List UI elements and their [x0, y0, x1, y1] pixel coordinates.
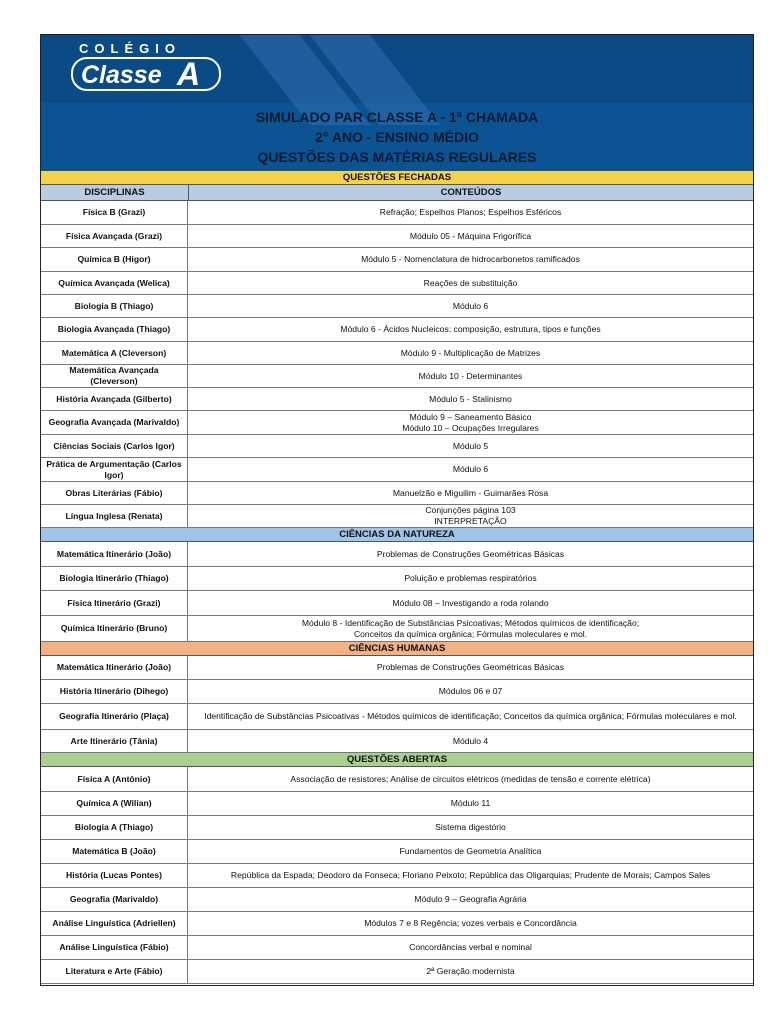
content-cell: Módulo 4 — [452, 735, 489, 746]
discipline-cell: Geografia Itinerário (Plaça) — [41, 704, 188, 729]
discipline-cell: Obras Literárias (Fábio) — [41, 482, 188, 504]
section-header: CIÊNCIAS DA NATUREZA — [41, 528, 753, 542]
discipline-cell: Geografia Avançada (Marivaldo) — [41, 411, 188, 434]
discipline-cell: Biologia B (Thiago) — [41, 295, 188, 317]
discipline-cell: Análise Linguística (Fábio) — [41, 936, 188, 959]
discipline-cell: Arte Itinerário (Tânia) — [41, 730, 188, 752]
content-cell: Refração; Espelhos Planos; Espelhos Esféricos — [379, 207, 562, 217]
content-cell: Módulo 5 — [452, 440, 489, 451]
discipline-cell: Química Itinerário (Bruno) — [41, 616, 188, 641]
table-row — [41, 482, 753, 505]
table-row — [41, 295, 753, 318]
discipline-cell: Física Avançada (Grazi) — [41, 225, 188, 247]
table-row — [41, 435, 753, 458]
discipline-cell: História Avançada (Gilberto) — [41, 388, 188, 410]
content-cell: 2ª Geração modernista — [426, 966, 515, 976]
header-banner — [41, 35, 753, 171]
content-cell: Sistema digestório — [435, 822, 506, 832]
table-row — [41, 936, 753, 960]
content-cell: Problemas de Construções Geométricas Básicas — [376, 662, 565, 672]
table-row — [41, 505, 753, 528]
table-row — [41, 960, 753, 984]
page-heading: QUESTÕES DAS MATÉRIAS REGULARES — [257, 149, 537, 165]
table-row — [41, 816, 753, 840]
content-cell: Módulo 10 - Determinantes — [418, 370, 523, 381]
discipline-cell: Matemática Itinerário (João) — [41, 656, 188, 679]
content-table — [41, 171, 753, 984]
content-cell: Identificação de Substâncias Psicoativas - Métodos químicos de identificação; Conceitos da química orgânica; Fórmulas moleculares e mol. — [204, 711, 737, 721]
table-row — [41, 730, 753, 753]
content-cell: Módulos 06 e 07 — [438, 686, 503, 696]
table-row — [41, 792, 753, 816]
table-row — [41, 272, 753, 295]
content-cell: Manuelzão e Miguilim - Guimarães Rosa — [392, 487, 549, 498]
section-header: QUESTÕES FECHADAS — [41, 171, 753, 185]
table-row — [41, 616, 753, 642]
table-row — [41, 318, 753, 342]
column-header-row — [41, 185, 753, 201]
section-header: CIÊNCIAS HUMANAS — [41, 642, 753, 656]
table-row — [41, 225, 753, 248]
table-row — [41, 912, 753, 936]
content-cell: Módulo 11 — [450, 798, 491, 808]
discipline-cell: Ciências Sociais (Carlos Igor) — [41, 435, 188, 457]
discipline-cell: História (Lucas Pontes) — [41, 864, 188, 887]
table-row — [41, 542, 753, 567]
content-cell: Módulo 9 – Geografia Agrária — [414, 894, 527, 904]
discipline-cell: Biologia A (Thiago) — [41, 816, 188, 839]
section-header: QUESTÕES ABERTAS — [41, 753, 753, 767]
content-cell: Módulo 9 – Saneamento Básico Módulo 10 – Ocupações Irregulares — [402, 411, 539, 433]
table-row — [41, 680, 753, 704]
table-row — [41, 388, 753, 411]
table-row — [41, 840, 753, 864]
discipline-cell: Biologia Avançada (Thiago) — [41, 318, 188, 341]
table-row — [41, 656, 753, 680]
discipline-cell: Química Avançada (Welica) — [41, 272, 188, 294]
table-row — [41, 864, 753, 888]
page-title: SIMULADO PAR CLASSE A - 1ª CHAMADA — [255, 109, 539, 125]
content-cell: Conjunções página 103 INTERPRETAÇÃO — [425, 505, 516, 526]
table-row — [41, 767, 753, 792]
table-row — [41, 365, 753, 388]
table-row — [41, 342, 753, 365]
table-row — [41, 458, 753, 482]
discipline-cell: Prática de Argumentação (Carlos Igor) — [41, 458, 188, 481]
table-row — [41, 201, 753, 225]
logo-caption: COLÉGIO — [79, 41, 181, 56]
content-cell: Módulo 08 – Investigando a roda rolando — [392, 597, 549, 608]
discipline-cell: Análise Linguística (Adriellen) — [41, 912, 188, 935]
content-cell: Módulo 8 - Identificação de Substâncias Psicoativas; Métodos químicos de identificação; Conceitos da química orgânica; Fórmulas moleculares e mol. — [301, 617, 640, 639]
content-cell: Módulo 6 — [452, 300, 489, 311]
discipline-cell: Física B (Grazi) — [41, 201, 188, 224]
discipline-cell: Física A (Antônio) — [41, 767, 188, 791]
content-cell: Problemas de Construções Geométricas Básicas — [376, 548, 565, 559]
content-cell: Módulo 05 - Máquina Frigorífica — [409, 230, 532, 241]
discipline-cell: Física Itinerário (Grazi) — [41, 591, 188, 615]
content-cell: Fundamentos de Geometria Analítica — [399, 846, 542, 856]
content-cell: Módulo 5 - Nomenclatura de hidrocarbonetos ramificados — [361, 254, 580, 264]
content-cell: Módulo 6 — [452, 464, 489, 474]
document-sheet — [40, 34, 754, 986]
content-cell: Módulos 7 e 8 Regência; vozes verbais e Concordância — [364, 918, 577, 928]
discipline-cell: Matemática Itinerário (João) — [41, 542, 188, 566]
table-row — [41, 704, 753, 730]
content-cell: Concordâncias verbal e nominal — [409, 942, 532, 952]
table-row — [41, 567, 753, 591]
discipline-cell: Biologia Itinerário (Thiago) — [41, 567, 188, 590]
table-row — [41, 248, 753, 272]
discipline-cell: Matemática Avançada (Cleverson) — [41, 365, 188, 387]
content-cell: Módulo 6 - Ácidos Nucleicos: composição, estrutura, tipos e funções — [340, 324, 601, 334]
content-cell: Módulo 9 - Multiplicação de Matrizes — [400, 347, 541, 358]
discipline-cell: Língua Inglesa (Renata) — [41, 505, 188, 527]
content-cell: Módulo 5 - Stalinismo — [429, 393, 512, 404]
discipline-cell: Química A (Wilian) — [41, 792, 188, 815]
page-subtitle: 2° ANO - ENSINO MÉDIO — [315, 129, 479, 145]
table-row — [41, 411, 753, 435]
column-header-conteudos: CONTEÚDOS — [440, 187, 502, 198]
school-logo — [71, 57, 221, 91]
logo-letter: A — [177, 56, 201, 92]
discipline-cell: Matemática B (João) — [41, 840, 188, 863]
logo-word: Classe — [81, 61, 162, 89]
content-cell: República da Espada; Deodoro da Fonseca; Floriano Peixoto; República das Oligarquias; Prudente de Morais; Campos Sales — [230, 870, 711, 880]
discipline-cell: Literatura e Arte (Fábio) — [41, 960, 188, 983]
column-header-disciplinas: DISCIPLINAS — [41, 185, 189, 200]
discipline-cell: Química B (Higor) — [41, 248, 188, 271]
discipline-cell: Geografia (Marivaldo) — [41, 888, 188, 911]
content-cell: Associação de resistores; Análise de circuitos elétricos (medidas de tensão e corrente elétrica) — [290, 773, 651, 784]
content-cell: Poluição e problemas respiratórios — [404, 573, 537, 583]
table-row — [41, 591, 753, 616]
discipline-cell: História Itinerário (Dihego) — [41, 680, 188, 703]
table-row — [41, 888, 753, 912]
content-cell: Reações de substituição — [423, 277, 518, 288]
discipline-cell: Matemática A (Cleverson) — [41, 342, 188, 364]
